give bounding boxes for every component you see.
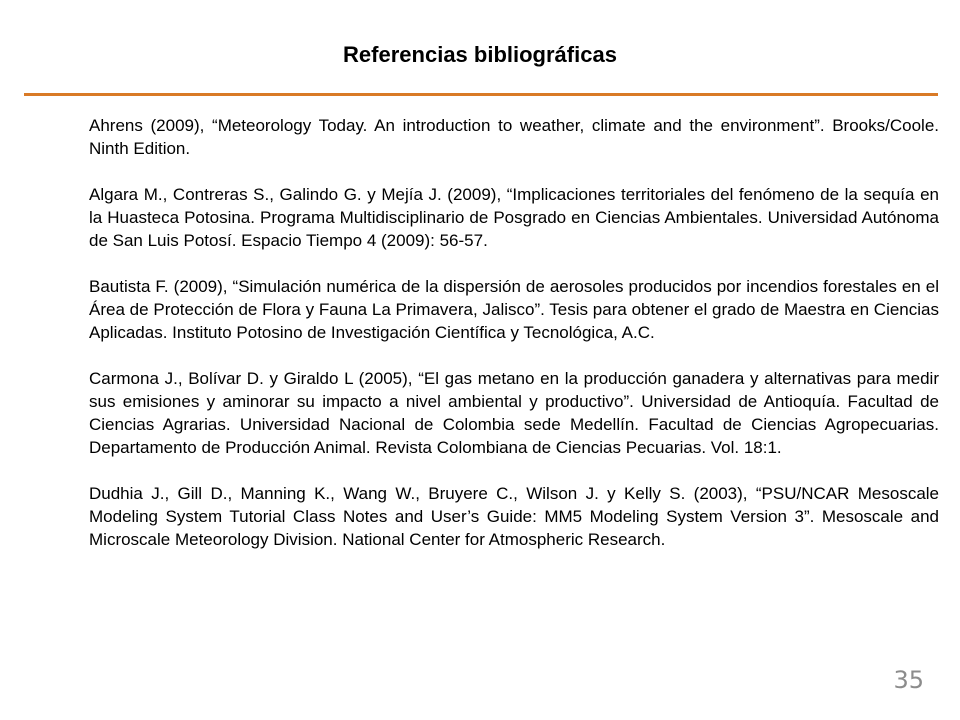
reference-algara: Algara M., Contreras S., Galindo G. y Mejía J. (2009), “Implicaciones territoriales del fenómeno de la sequía en la Huasteca Potosina. Programa Multidisciplinario de Posgrado en Ciencias Ambientales. Universidad Autónoma de San Luis Potosí. Espacio Tiempo 4 (2009): 56-57. (89, 185, 939, 250)
reference-dudhia: Dudhia J., Gill D., Manning K., Wang W., Bruyere C., Wilson J. y Kelly S. (2003), “PSU/NCAR Mesoscale Modeling System Tutorial Class Notes and User’s Guide: MM5 Modeling System Version 3”. Mesoscale and Microscale Meteorology Division. National Center for Atmospheric Research. (89, 484, 939, 549)
reference-ahrens: Ahrens (2009), “Meteorology Today. An introduction to weather, climate and the environment”. Brooks/Coole. Ninth Edition. (89, 116, 939, 158)
reference-list (89, 114, 939, 574)
page-number: 35 (893, 666, 924, 694)
reference-bautista: Bautista F. (2009), “Simulación numérica de la dispersión de aerosoles producidos por incendios forestales en el Área de Protección de Flora y Fauna La Primavera, Jalisco”. Tesis para obtener el grado de Maestra en Ciencias Aplicadas. Instituto Potosino de Investigación Científica y Tecnológica, A.C. (89, 277, 939, 342)
title-divider (24, 93, 938, 96)
reference-carmona: Carmona J., Bolívar D. y Giraldo L (2005), “El gas metano en la producción ganadera y alternativas para medir sus emisiones y aminorar su impacto a nivel ambiental y productivo”. Universidad de Antioquía. Facultad de Ciencias Agrarias. Universidad Nacional de Colombia sede Medellín. Facultad de Ciencias Agropecuarias. Departamento de Producción Animal. Revista Colombiana de Ciencias Pecuarias. Vol. 18:1. (89, 369, 939, 457)
slide-title: Referencias bibliográficas (343, 42, 617, 67)
